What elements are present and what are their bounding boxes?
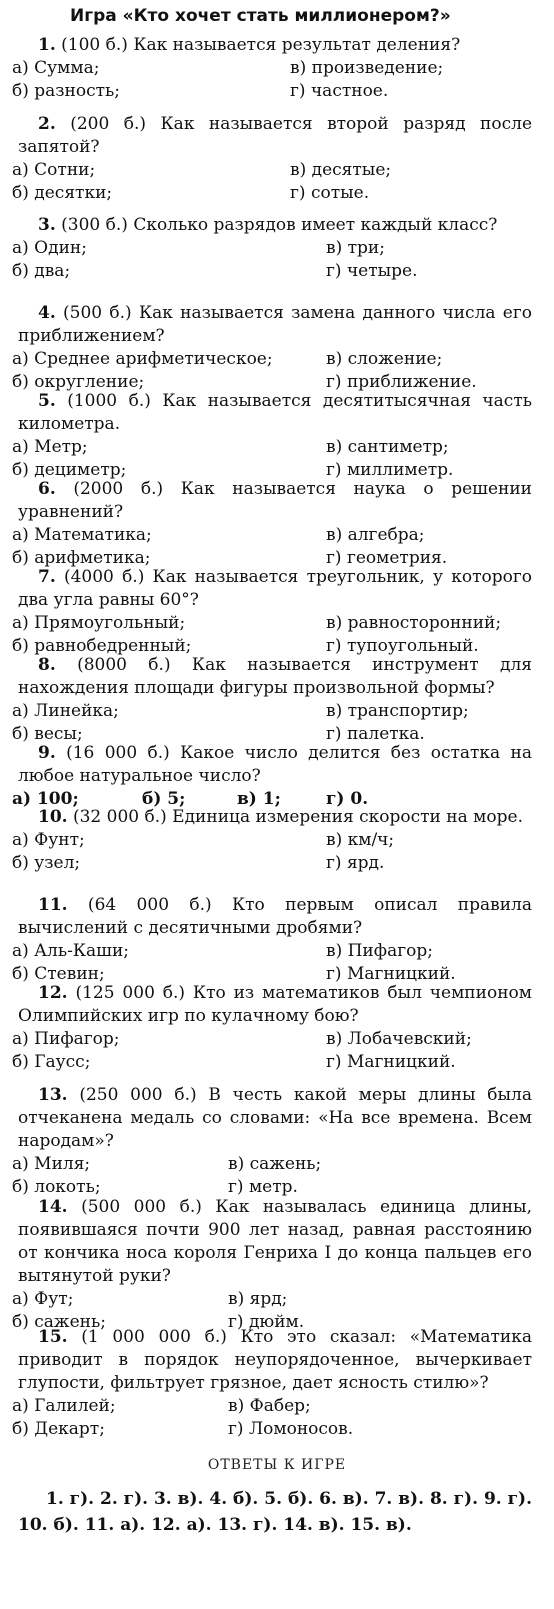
- question-body: (200 б.) Как называется второй разряд после запятой?: [18, 114, 532, 157]
- answer-option-d: г) частное.: [290, 81, 389, 101]
- question-text: [0, 390, 554, 436]
- answer-options: [0, 1395, 554, 1441]
- answer-option-d: г) сотые.: [290, 183, 370, 203]
- question-text: [0, 654, 554, 700]
- question-text: [0, 894, 554, 940]
- answer-option-d: г) миллиметр.: [326, 460, 454, 480]
- question-text: [0, 1084, 554, 1153]
- question-1: [0, 34, 554, 103]
- answer-options: [0, 829, 554, 875]
- question-6: [0, 478, 554, 570]
- answer-option-d: г) палетка.: [326, 724, 425, 744]
- answer-option-d: г) приближение.: [326, 372, 477, 392]
- question-text: [0, 566, 554, 612]
- question-text: [0, 302, 554, 348]
- question-number: 13.: [38, 1085, 68, 1105]
- question-number: 12.: [38, 983, 68, 1003]
- answer-option-a: а) Среднее арифметическое;: [12, 349, 273, 369]
- question-body: (100 б.) Как называется результат деления?: [55, 35, 461, 55]
- answer-option-b: б) локоть;: [12, 1177, 101, 1197]
- answer-option-c: в) алгебра;: [326, 525, 425, 545]
- answer-option-b: б) Декарт;: [12, 1419, 105, 1439]
- answer-option-a: а) Галилей;: [12, 1396, 116, 1416]
- answer-option-c: в) десятые;: [290, 160, 392, 180]
- answer-option-a: а) Пифагор;: [12, 1029, 120, 1049]
- question-10: [0, 806, 554, 875]
- question-11: [0, 894, 554, 986]
- answer-option-b: б) Гаусс;: [12, 1052, 91, 1072]
- answer-option-b: б) узел;: [12, 853, 81, 873]
- answer-options: [0, 940, 554, 986]
- answer-option-a: а) Линейка;: [12, 701, 119, 721]
- question-text: [0, 806, 554, 829]
- question-number: 4.: [38, 303, 56, 323]
- answer-option-a: а) Сотни;: [12, 160, 96, 180]
- answer-option-d: г) четыре.: [326, 261, 418, 281]
- question-body: (1000 б.) Как называется десятитысячная часть километра.: [18, 391, 532, 434]
- answer-options: [0, 348, 554, 394]
- answer-option-a: а) Математика;: [12, 525, 152, 545]
- question-number: 14.: [38, 1197, 68, 1217]
- answer-option-c: в) произведение;: [290, 58, 444, 78]
- question-number: 10.: [38, 807, 68, 827]
- answer-option-c: в) сантиметр;: [326, 437, 449, 457]
- answer-option-b: б) Стевин;: [12, 964, 105, 984]
- answer-option-b: б) дециметр;: [12, 460, 127, 480]
- answer-option-d: г) тупоугольный.: [326, 636, 479, 656]
- answer-option-c: в) транспортир;: [326, 701, 469, 721]
- question-body: (500 000 б.) Как называлась единица длины, появившаяся почти 900 лет назад, равная расстоянию от кончика носа короля Генриха I до конца пальцев его вытянутой руки?: [18, 1197, 532, 1286]
- answer-option-a: а) Прямоугольный;: [12, 613, 186, 633]
- question-2: [0, 113, 554, 205]
- answer-option-b: б) разность;: [12, 81, 121, 101]
- question-number: 3.: [38, 215, 56, 235]
- answer-option-d: г) метр.: [228, 1177, 298, 1197]
- page-title: Игра «Кто хочет стать миллионером?»: [70, 6, 451, 26]
- answer-option-d: г) дюйм.: [228, 1312, 305, 1332]
- answer-option-c: в) сажень;: [228, 1154, 322, 1174]
- answer-option-c: в) Фабер;: [228, 1396, 311, 1416]
- question-body: (4000 б.) Как называется треугольник, у которого два угла равны 60°?: [18, 567, 532, 610]
- question-5: [0, 390, 554, 482]
- answer-option-c: в) Пифагор;: [326, 941, 433, 961]
- answer-options: [0, 612, 554, 658]
- question-number: 9.: [38, 743, 56, 763]
- answer-option-d: г) ярд.: [326, 853, 385, 873]
- answer-option-d: г) Магницкий.: [326, 1052, 456, 1072]
- question-body: (2000 б.) Как называется наука о решении уравнений?: [18, 479, 532, 522]
- question-number: 2.: [38, 114, 56, 134]
- question-12: [0, 982, 554, 1074]
- answer-options: [0, 524, 554, 570]
- answer-option-d: г) Ломоносов.: [228, 1419, 354, 1439]
- question-number: 8.: [38, 655, 56, 675]
- answer-option-b: б) сажень;: [12, 1312, 106, 1332]
- answer-option-c: в) сложение;: [326, 349, 443, 369]
- answer-option-c: в) три;: [326, 238, 385, 258]
- answers-heading: ОТВЕТЫ К ИГРЕ: [207, 1457, 347, 1473]
- answer-option-c: в) 1;: [237, 789, 281, 809]
- answer-option-a: а) Фут;: [12, 1289, 74, 1309]
- answer-option-b: б) равнобедренный;: [12, 636, 192, 656]
- question-text: [0, 478, 554, 524]
- question-body: (1 000 000 б.) Кто это сказал: «Математика приводит в порядок неупорядоченное, вычеркивает глупости, фильтрует грязное, дает ясность стилю»?: [18, 1327, 532, 1393]
- answer-option-b: б) весы;: [12, 724, 83, 744]
- question-text: [0, 34, 554, 57]
- question-number: 6.: [38, 479, 56, 499]
- answer-option-d: г) 0.: [326, 789, 369, 809]
- answer-option-a: а) Сумма;: [12, 58, 100, 78]
- answer-options: [0, 436, 554, 482]
- question-15: [0, 1326, 554, 1441]
- answer-option-c: в) равносторонний;: [326, 613, 502, 633]
- answer-option-b: б) десятки;: [12, 183, 113, 203]
- question-text: [0, 1196, 554, 1288]
- question-text: [0, 1326, 554, 1395]
- answer-option-c: в) ярд;: [228, 1289, 288, 1309]
- answer-options: [0, 700, 554, 746]
- question-number: 11.: [38, 895, 68, 915]
- answer-option-a: а) Фунт;: [12, 830, 85, 850]
- answer-option-d: г) геометрия.: [326, 548, 448, 568]
- answer-options: [0, 1028, 554, 1074]
- answer-option-a: а) 100;: [12, 789, 79, 809]
- answer-option-a: а) Метр;: [12, 437, 88, 457]
- question-number: 1.: [38, 35, 56, 55]
- question-7: [0, 566, 554, 658]
- question-4: [0, 302, 554, 394]
- answer-option-c: в) Лобачевский;: [326, 1029, 472, 1049]
- question-text: [0, 113, 554, 159]
- question-14: [0, 1196, 554, 1334]
- answer-option-b: б) арифметика;: [12, 548, 151, 568]
- answer-option-c: в) км/ч;: [326, 830, 395, 850]
- answers-text: 1. г). 2. г). 3. в). 4. б). 5. б). 6. в). 7. в). 8. г). 9. г). 10. б). 11. а). 12. а). 13. г). 14. в). 15. в).: [18, 1489, 532, 1535]
- question-body: (500 б.) Как называется замена данного числа его приближением?: [18, 303, 532, 346]
- question-8: [0, 654, 554, 746]
- answer-option-a: а) Один;: [12, 238, 87, 258]
- question-body: (16 000 б.) Какое число делится без остатка на любое натуральное число?: [18, 743, 532, 786]
- answer-option-b: б) округление;: [12, 372, 145, 392]
- question-body: (125 000 б.) Кто из математиков был чемпионом Олимпийских игр по кулачному бою?: [18, 983, 532, 1026]
- question-text: [0, 742, 554, 788]
- question-text: [0, 214, 554, 237]
- question-number: 7.: [38, 567, 56, 587]
- answer-options: [0, 159, 554, 205]
- question-body: (300 б.) Сколько разрядов имеет каждый класс?: [55, 215, 498, 235]
- answer-options: [0, 1153, 554, 1199]
- question-9: [0, 742, 554, 811]
- question-body: (250 000 б.) В честь какой меры длины была отчеканена медаль со словами: «На все времена. Всем народам»?: [18, 1085, 532, 1151]
- question-13: [0, 1084, 554, 1199]
- answer-options: [0, 57, 554, 103]
- answer-option-a: а) Миля;: [12, 1154, 91, 1174]
- answer-option-b: б) два;: [12, 261, 71, 281]
- question-3: [0, 214, 554, 283]
- question-text: [0, 982, 554, 1028]
- answer-option-b: б) 5;: [142, 789, 186, 809]
- question-number: 5.: [38, 391, 56, 411]
- question-body: (8000 б.) Как называется инструмент для нахождения площади фигуры произвольной формы?: [18, 655, 532, 698]
- question-body: (32 000 б.) Единица измерения скорости на море.: [67, 807, 523, 827]
- answer-option-d: г) Магницкий.: [326, 964, 456, 984]
- answer-options: [0, 237, 554, 283]
- answer-option-a: а) Аль-Каши;: [12, 941, 129, 961]
- question-number: 15.: [38, 1327, 68, 1347]
- question-body: (64 000 б.) Кто первым описал правила вычислений с десятичными дробями?: [18, 895, 532, 938]
